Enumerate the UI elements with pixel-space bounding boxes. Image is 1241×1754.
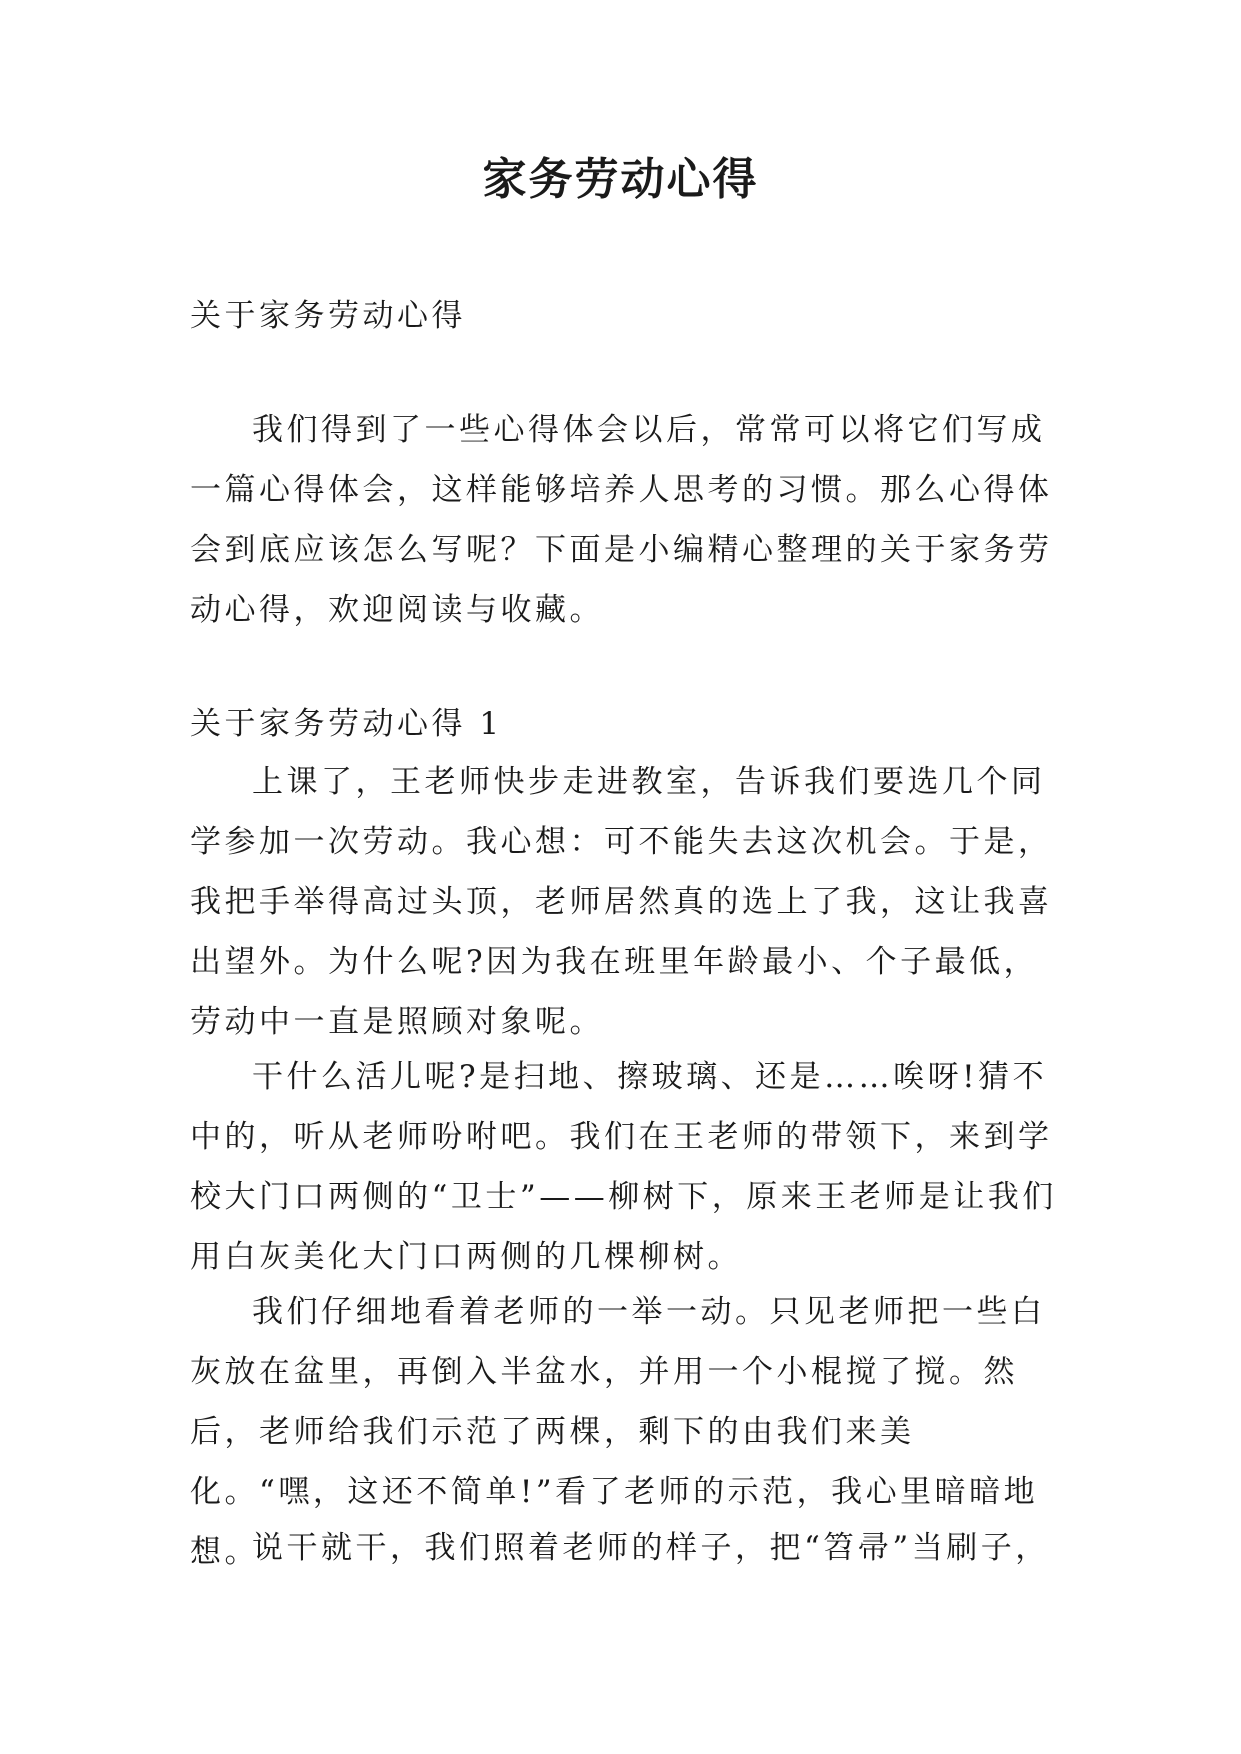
section-heading: 关于家务劳动心得 1 [190, 706, 503, 742]
body-paragraph-4: 说干就干，我们照着老师的样子，把“笤帚”当刷子， [252, 1530, 1050, 1566]
body-paragraph-3: 我们仔细地看着老师的一举一动。只见老师把一些白灰放在盆里，再倒入半盆水，并用一个小棍搅了搅。然后，老师给我们示范了两棵，剩下的由我们来美化。“嘿，这还不简单!”看了老师的示范，我心里暗暗地想。 [190, 1294, 1046, 1570]
document-subtitle: 关于家务劳动心得 [190, 298, 466, 334]
intro-paragraph: 我们得到了一些心得体会以后，常常可以将它们写成一篇心得体会，这样能够培养人思考的习惯。那么心得体会到底应该怎么写呢？下面是小编精心整理的关于家务劳动心得，欢迎阅读与收藏。 [190, 412, 1053, 628]
body-paragraph-1: 上课了，王老师快步走进教室，告诉我们要选几个同学参加一次劳动。我心想：可不能失去这次机会。于是，我把手举得高过头顶，老师居然真的选上了我，这让我喜出望外。为什么呢?因为我在班里年龄最小、个子最低，劳动中一直是照顾对象呢。 [190, 764, 1053, 1040]
body-paragraph-2: 干什么活儿呢?是扫地、擦玻璃、还是……唉呀!猜不中的，听从老师吩咐吧。我们在王老师的带领下，来到学校大门口两侧的“卫士”——柳树下，原来王老师是让我们用白灰美化大门口两侧的几棵柳树。 [190, 1059, 1057, 1275]
page-title: 家务劳动心得 [482, 154, 759, 205]
